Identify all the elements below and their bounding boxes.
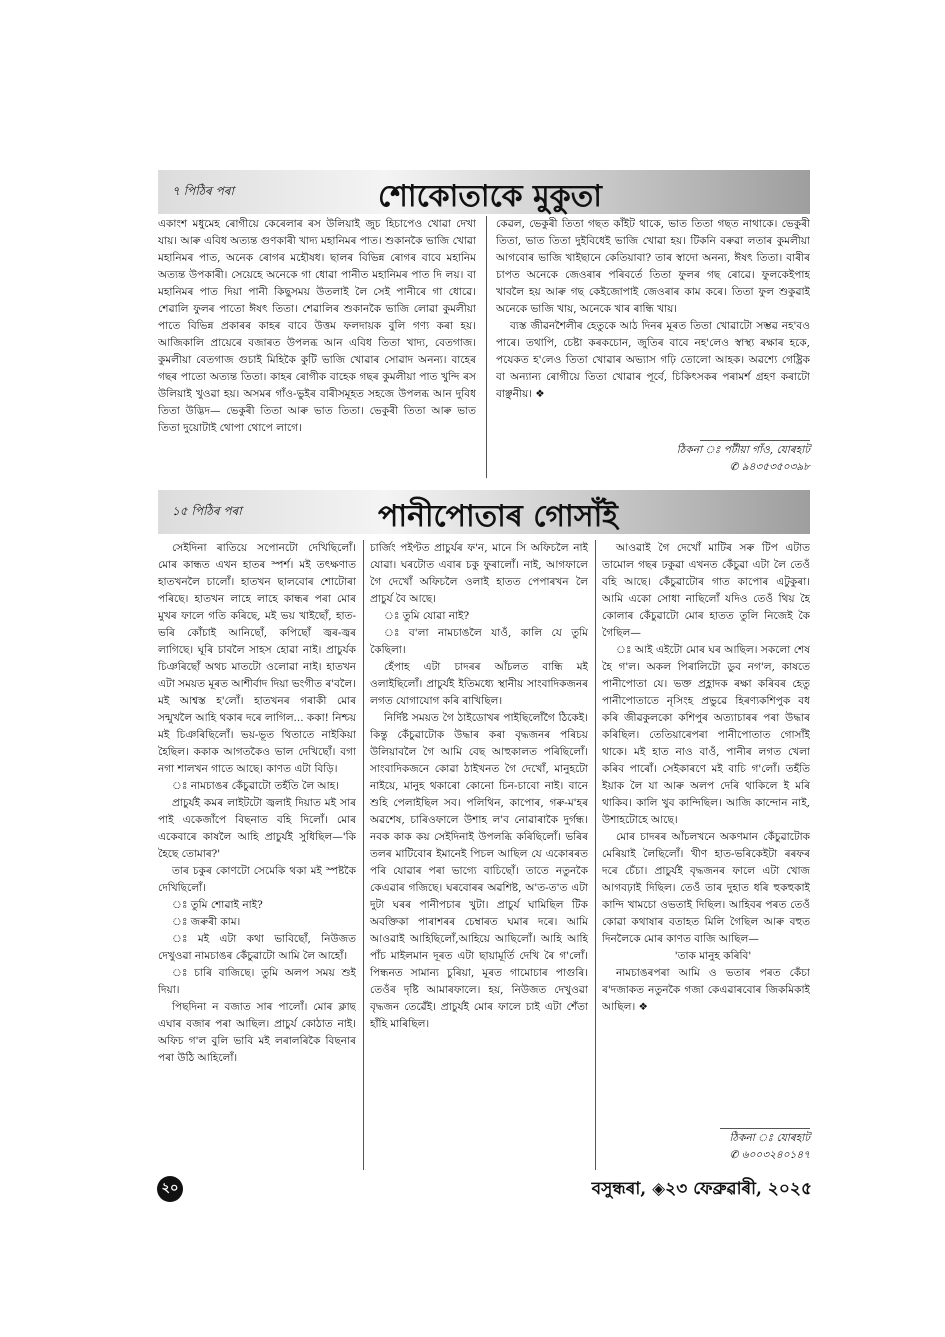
article1-column-1 (158, 216, 476, 478)
story-paragraph: প্ৰাচুৰ্যই কমৰ লাইটটো জ্বলাই দিয়াত মই সাৰ পাই একেজাঁপে বিছনাত বহি দিলোঁ। মোৰ একেবাৰে কাষলৈ আহি প্ৰাচুৰ্যই সুধিছিল—'কি হৈছে তোমাৰ?' (158, 797, 356, 860)
story-paragraph: সেইদিনা ৰাতিয়ে সপোনটো দেখিছিলোঁ। মোৰ কান্ধত এখন হাতৰ স্পৰ্শ। মই তৎক্ষণাত হাতখনলৈ চালোঁ। হাতখন ছালবোৰ শোটোৰা পৰিছে। হাতখন লাহে লাহে কান্ধৰ পৰা মোৰ মুখৰ ফালে গতি কৰিছে, মই ভয় খাইছোঁ, হাত-ভৰি কোঁচাই আনিছোঁ, কপিছোঁ জ্বৰ-জ্বৰ লাগিছে। ঘূৰি চাবলৈ সাহস হোৱা নাই। প্ৰাচুৰ্যক চিঞৰিছোঁ অথচ মাতটো ওলোৱা নাই। হাতখন এটা সময়ত মূৰত আশীৰ্বাদ দিয়া ভংগীত ৰ'বলৈ। মই আশ্বস্ত হ'লোঁ। হাতখনৰ গৰাকী মোৰ সন্মুখলৈ আহি থকাৰ দৰে লাগিল... ককা! নিশ্চয় মই চিঞৰিছিলোঁ। ভয়-ভূত থিতাতে নাইকিয়া হৈছিল। ককাক আগতকৈও ভাল দেখিছোঁ। বগা নগা শালখন গাতে আছে। কাণত এটা বিড়ি। (158, 542, 356, 775)
page-number: ২০ (157, 1176, 183, 1202)
article2-address: ঠিকনা ঃ যোৰহাট (729, 1132, 810, 1144)
story-paragraph: ঃ মই এটা কথা ভাবিছোঁ, নিউজত দেখুওৱা নামচাঙৰ কেঁচুৱাটো আমি লৈ আহোঁ। (158, 933, 356, 962)
story-paragraph: মোৰ চাদৰৰ আঁচলখনে অকণমান কেঁচুৱাটোক মেৰিয়াই লৈছিলোঁ। খীণ হাত-ভৰিকেইটা ৰৰফৰ দৰে চেঁচা। প্ৰাচুৰ্যই বৃদ্ধজনৰ ফালে এটা খোজ আগবঢ়াই দিছিল। তেওঁ তাৰ দুহাত ধৰি হুকহুকাই কান্দি খামচো ওভতাই দিছিল। আহিবৰ পৰত তেওঁ কোৱা কথাষাৰ বতাহত মিলি গৈছিল আৰু বহুত দিনলৈকে মোৰ কাণত বাজি আছিল— (602, 831, 810, 945)
article2-signature (602, 1130, 810, 1164)
story-paragraph: আওৱাই গৈ দেখোঁ মাটিৰ সৰু টিপ এটাত তামোল গছৰ ঢকুৱা এখনত কেঁচুৱা এটা লৈ তেওঁ বহি আছে। কেঁচুৱাটোৰ গাত কাপোৰ এটুকুৰা। আমি একো সোধা নাছিলোঁ যদিও তেওঁ থিয় হৈ কোলাৰ কেঁচুৱাটো মোৰ হাতত তুলি নিজেই কৈ গৈছিল— (602, 542, 810, 639)
story-paragraph: হেঁপাহ এটা চাদৰৰ আঁচলত বান্ধি মই ওলাইছিলোঁ। প্ৰাচুৰ্যই ইতিমধ্যে স্থানীয় সাংবাদিকজনৰ লগত যোগাযোগ কৰি ৰাখিছিল। (370, 661, 588, 707)
article1-banner (158, 170, 810, 214)
story-paragraph: নামচাঙৰপৰা আমি ও ভতাৰ পৰত কেঁচা ৰ'দজাকত নতুনকৈ গজা কেএৱাৰবোৰ জিকমিকাই আছিল। ❖ (602, 967, 810, 1013)
story-paragraph: ঃ আই এইটো মোৰ ঘৰ আছিল। সকলো শেষ হৈ গ'ল। অকল পিৰালিটো ডুব নগ'ল, কাষতে পানীপোতা যে। ভক্ত প্ৰহ্লাদক ৰক্ষা কৰিবৰ হেতু পানীপোতাতে নৃসিংহ প্ৰভুৱে হিৰণ্যকশিপুক বধ কৰি জীৱকুলকো কশিপুৰ অত্যাচাৰৰ পৰা উদ্ধাৰ কৰিছিল। তেতিয়াৰেপৰা পানীপোতাত গোসাঁই থাকে। মই হাত নাও বাওঁ, পানীৰ লগত খেলা কৰিব পাৰোঁ। সেইকাৰণে মই বাচি গ'লোঁ। তহঁতি ইয়াক লৈ যা আৰু অলপ দেৰি থাকিলে ই মৰি থাকিব। কালি খুব কান্দিছিল। আজি কান্দোন নাই, উশাহটোহে আছে। (602, 644, 810, 826)
article1-paragraph: একাংশ মধুমেহ ৰোগীয়ে কেৰেলাৰ ৰস উলিয়াই জুচ হিচাপেও খোৱা দেখা যায়। আৰু এবিধ অত্যন্ত গুণকাৰী খাদ্য মহানিমৰ পাত। শুকানকৈ ভাজি খোৱা মহানিমৰ পাত, অনেক ৰোগৰ মহৌষধ। ছালৰ বিভিন্ন ৰোগৰ বাবে মহানিম অত্যন্ত উপকাৰী। সেয়েহে অনেকে গা ধোৱা পানীত মহানিমৰ পাত দি লয়। বা মহানিমৰ পাত দিয়া পানী কিছুসময় উতলাই লৈ সেই পানীৰে গা ধোৱে। শেৱালি ফুলৰ পাতো ঈষৎ তিতা। শেৱালিৰ শুকানকৈ ভাজি লোৱা কুমলীয়া পাতে বিভিন্ন প্ৰকাৰৰ কাহৰ বাবে উত্তম ফলদায়ক বুলি গণ্য কৰা হয়। আজিকালি প্ৰায়েৰে বজাৰত উপলব্ধ আন এবিধ তিতা খাদ্য, বেতগাজ। কুমলীয়া বেতগাজ গুচাই মিহিকৈ কুটি ভাজি খোৱাৰ সোৱাদ অনন্য। বাহেৰ গছৰ পাতো অত্যন্ত তিতা। কাহৰ ৰোগীক বাহেক গছৰ কুমলীয়া পাত খুন্দি ৰস উলিয়াই খুওৱা হয়। অসমৰ গাঁও-ভুইৰ বাৰীসমূহত সহজে উপলব্ধ আন দুবিধ তিতা উদ্ভিদ— ভেকুৰী তিতা আৰু ভাত তিতা। ভেকুৰী তিতা আৰু ভাত তিতা দুয়োটাই থোপা থোপে লাগে। (158, 218, 476, 434)
story-paragraph: চাৰ্জিং পইণ্টত প্ৰাচুৰ্যৰ ফ'ন, মানে সি অফিচলৈ নাই যোৱা। ঘৰটোত এবাৰ চকু ফুৰালোঁ। নাই, আগফালে গৈ দেখোঁ অফিচলৈ ওলাই হাতত পেপাৰখন লৈ প্ৰাচুৰ্য বৈ আছে। (370, 542, 588, 605)
article1-paragraph: কেৱল, ভেকুৰী তিতা গছত কাঁইট থাকে, ভাত তিতা গছত নাথাকে। ভেকুৰী তিতা, ভাত তিতা দুইবিধেই ভাজি খোৱা হয়। টিকনি বৰুৱা লতাৰ কুমলীয়া আগবোৰ ভাজি খাইছানে কেতিয়াবা? তাৰ স্বাদো অনন্য, ঈষৎ তিতা। বাৰীৰ চাপত অনেকে জেওৰাৰ পৰিবৰ্তে তিতা ফুলৰ গছ ৰোৱে। ফুলকেইপাহ খাবলৈ হয় আৰু গছ কেইজোপাই জেওৰাৰ কাম কৰে। তিতা ফুল শুকুৱাই অনেকে ভাজি খায়, অনেকে খাৰ ৰান্ধি খায়। (496, 218, 810, 315)
article2-continued-label: ১৫ পিঠিৰ পৰা (172, 504, 242, 518)
signature-rule (700, 440, 810, 441)
article1-phone: ✆ ৯৪৩৫৩৫০৩৯৮ (729, 461, 810, 473)
story-paragraph: তাৰ চকুৰ কোণটো সেমেকি থকা মই স্পষ্টকৈ দেখিছিলোঁ। (158, 865, 356, 894)
article1-column-2 (496, 216, 810, 434)
signature-rule (720, 1128, 810, 1129)
footer-masthead-date: বসুন্ধৰা, ◈২৩ ফেব্ৰুৱাৰী, ২০২৫ (591, 1179, 812, 1199)
story-paragraph: ঃ ব'লা নামচাঙলৈ যাওঁ, কালি যে তুমি কৈছিলা। (370, 627, 588, 656)
article1-address: ঠিকনা ঃ পটীয়া গাঁও, যোৰহাট (676, 444, 810, 456)
article1-continued-label: ৭ পিঠিৰ পৰা (172, 184, 234, 198)
story-quote: 'তাক মানুহ কৰিবি' (674, 950, 752, 962)
story-paragraph: পিছদিনা ন বজাত সাৰ পালোঁ। মোৰ ক্লাছ এঘাৰ বজাৰ পৰা আছিল। প্ৰাচুৰ্য কোঠাত নাই। অফিচ গ'ল বুলি ভাবি মই লৰালৰিকৈ বিছনাৰ পৰা উঠি আহিলোঁ। (158, 1001, 356, 1064)
article2-banner (158, 490, 810, 534)
column-divider (595, 540, 596, 1170)
article2-column-2 (370, 540, 588, 1170)
story-paragraph: নিৰ্দিষ্ট সময়ত গৈ ঠাইডোখৰ পাইছিলোঁগৈ ঠিকেই। কিন্তু কেঁচুৱাটোক উদ্ধাৰ কৰা বৃদ্ধজনৰ পৰিচয় উলিয়াবলৈ গৈ আমি বেছ আহুকালত পৰিছিলোঁ। সাংবাদিকজনে কোৱা ঠাইখনত গৈ দেখোঁ, মানুহটো নাইয়ে, মানুহ থকাৰো কোনো চিন-চাবো নাই। বানে শুহি পেলাইছিল সব। পলিথিন, কাপোৰ, গৰু-ম'হৰ অৱশেষ, চাৰিওফালে উশাহ ল'ব নোৱাৰাকৈ দুৰ্গন্ধ। নবক কাক কয় সেইদিনাই উপলব্ধি কৰিছিলোঁ। ভৰিৰ তলৰ মাটিবোৰ ইমানেই পিচল আছিল যে একোৰৰত পৰি যোৱাৰ পৰা ভাগ্যে বাচিছোঁ। তাতে নতুনকৈ কেএৱাৰ গজিছে। ঘৰবোৰৰ অৱশিষ্ট, অ'ত-ত'ত এটা দুটা ঘৰৰ পানীপচাৰ খুটা। প্ৰাচুৰ্য ঘামিছিল টিক অবক্তিকা পাৰাশৰৰ চেম্বাৰত ঘমাৰ দৰে। আমি আওৱাই আহিছিলোঁ,আহিয়ে আছিলোঁ। আহি আহি পাঁচ মাইলমান দূৰত এটা ছায়ামূৰ্তি দেখি ৰৈ গ'লোঁ। পিন্ধনত সামান্য চুৰিয়া, মূৰত গামোচাৰ পাগুৰি। তেওঁৰ দৃষ্টি আমাৰফালে। হয়, নিউজত দেখুওৱা বৃদ্ধজন তেৱেঁই। প্ৰাচুৰ্যই মোৰ ফালে চাই এটা শেঁতা হাঁহি মাৰিছিল। (370, 712, 588, 1030)
story-paragraph: ঃ চাৰি বাজিছে। তুমি অলপ সময় শুই দিয়া। (158, 967, 356, 996)
story-paragraph: ঃ নামচাঙৰ কেঁচুৱাটো তহঁতি লৈ আহ। (172, 780, 339, 792)
article1-paragraph: ব্যস্ত জীৱনশৈলীৰ হেতুকে আঠ দিনৰ মূৰত তিতা খোৱাটো সম্ভৱ নহ'বও পাৰে। তথাপি, চেষ্টা কৰকচোন, জুতিৰ বাবে নহ'লেও স্বাস্থ্য ৰক্ষাৰ হকে, পযেকত হ'লেও তিতা খোৱাৰ অভ্যাস গঢ়ি তোলো আহক। অৱশ্যে গেষ্ট্ৰিক বা অন্যান্য ৰোগীয়ে তিতা খোৱাৰ পূৰ্বে, চিকিৎসকৰ পৰামৰ্শ গ্ৰহণ কৰাটো বাঞ্ছনীয়। ❖ (496, 320, 810, 400)
article1-signature (560, 442, 810, 476)
article2-title: পানীপোতাৰ গোসাঁই (378, 499, 618, 534)
article1-title: শোকোতাকে মুকুতা (378, 179, 602, 214)
story-paragraph: ঃ জৰুৰী কাম। (172, 916, 241, 928)
article2-phone: ✆ ৬০০৩২৪০১৪৭ (729, 1149, 810, 1161)
article2-column-1 (158, 540, 356, 1170)
story-paragraph: ঃ তুমি শোৱাই নাই? (172, 899, 263, 911)
story-paragraph: ঃ তুমি যোৱা নাই? (384, 610, 470, 622)
article2-column-3 (602, 540, 810, 1122)
column-divider (486, 216, 487, 478)
column-divider (363, 540, 364, 1170)
